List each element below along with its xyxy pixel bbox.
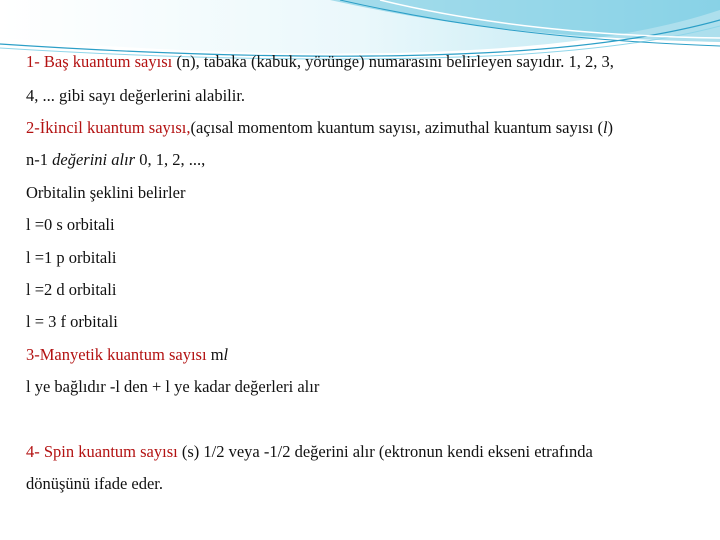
p2-l2: l =2 d orbitali — [26, 280, 117, 299]
p2-n-minus: n-1 — [26, 150, 53, 169]
p2-shape: Orbitalin şeklini belirler — [26, 183, 186, 202]
p3-text: l ye bağlıdır -l den + l ye kadar değerleri alır — [26, 377, 320, 396]
p3-heading: 3-Manyetik kuantum sayısı — [26, 345, 207, 364]
p2-heading: 2-İkincil kuantum sayısı, — [26, 118, 191, 137]
p2-symbol-l: l — [602, 118, 608, 137]
p1-line1 — [26, 52, 614, 72]
p2-text-a: (açısal momentom kuantum sayısı, azimuthal kuantum sayısı ( — [190, 118, 603, 137]
p4-line2: dönüşünü ifade eder. — [26, 474, 164, 493]
p3-symbol-l: l — [223, 345, 229, 364]
p4-line1 — [26, 442, 593, 462]
p2-text-a-end: ) — [607, 118, 614, 137]
p2-l1: l =1 p orbitali — [26, 248, 117, 267]
p4-text-a: (s) 1/2 veya -1/2 değerini alır (ektronun kendi ekseni etrafında — [177, 442, 593, 461]
p2-l0: l =0 s orbitali — [26, 215, 115, 234]
p2-line1 — [26, 118, 613, 138]
p2-values: 0, 1, 2, ..., — [139, 150, 206, 169]
p1-heading: 1- Baş kuantum sayısı — [26, 52, 173, 71]
p1-text-a: (n), tabaka (kabuk, yörünge) numarasını belirleyen sayıdır. 1, 2, 3, — [172, 52, 614, 71]
p1-line2: 4, ... gibi sayı değerlerini alabilir. — [26, 86, 246, 105]
p4-heading: 4- Spin kuantum sayısı — [26, 442, 178, 461]
p3-line1 — [26, 345, 228, 365]
p2-l3: l = 3 f orbitali — [26, 312, 118, 331]
p3-symbol-m: m — [206, 345, 224, 364]
p2-italic: değerini alır — [52, 150, 140, 169]
p2-line2 — [26, 150, 205, 170]
